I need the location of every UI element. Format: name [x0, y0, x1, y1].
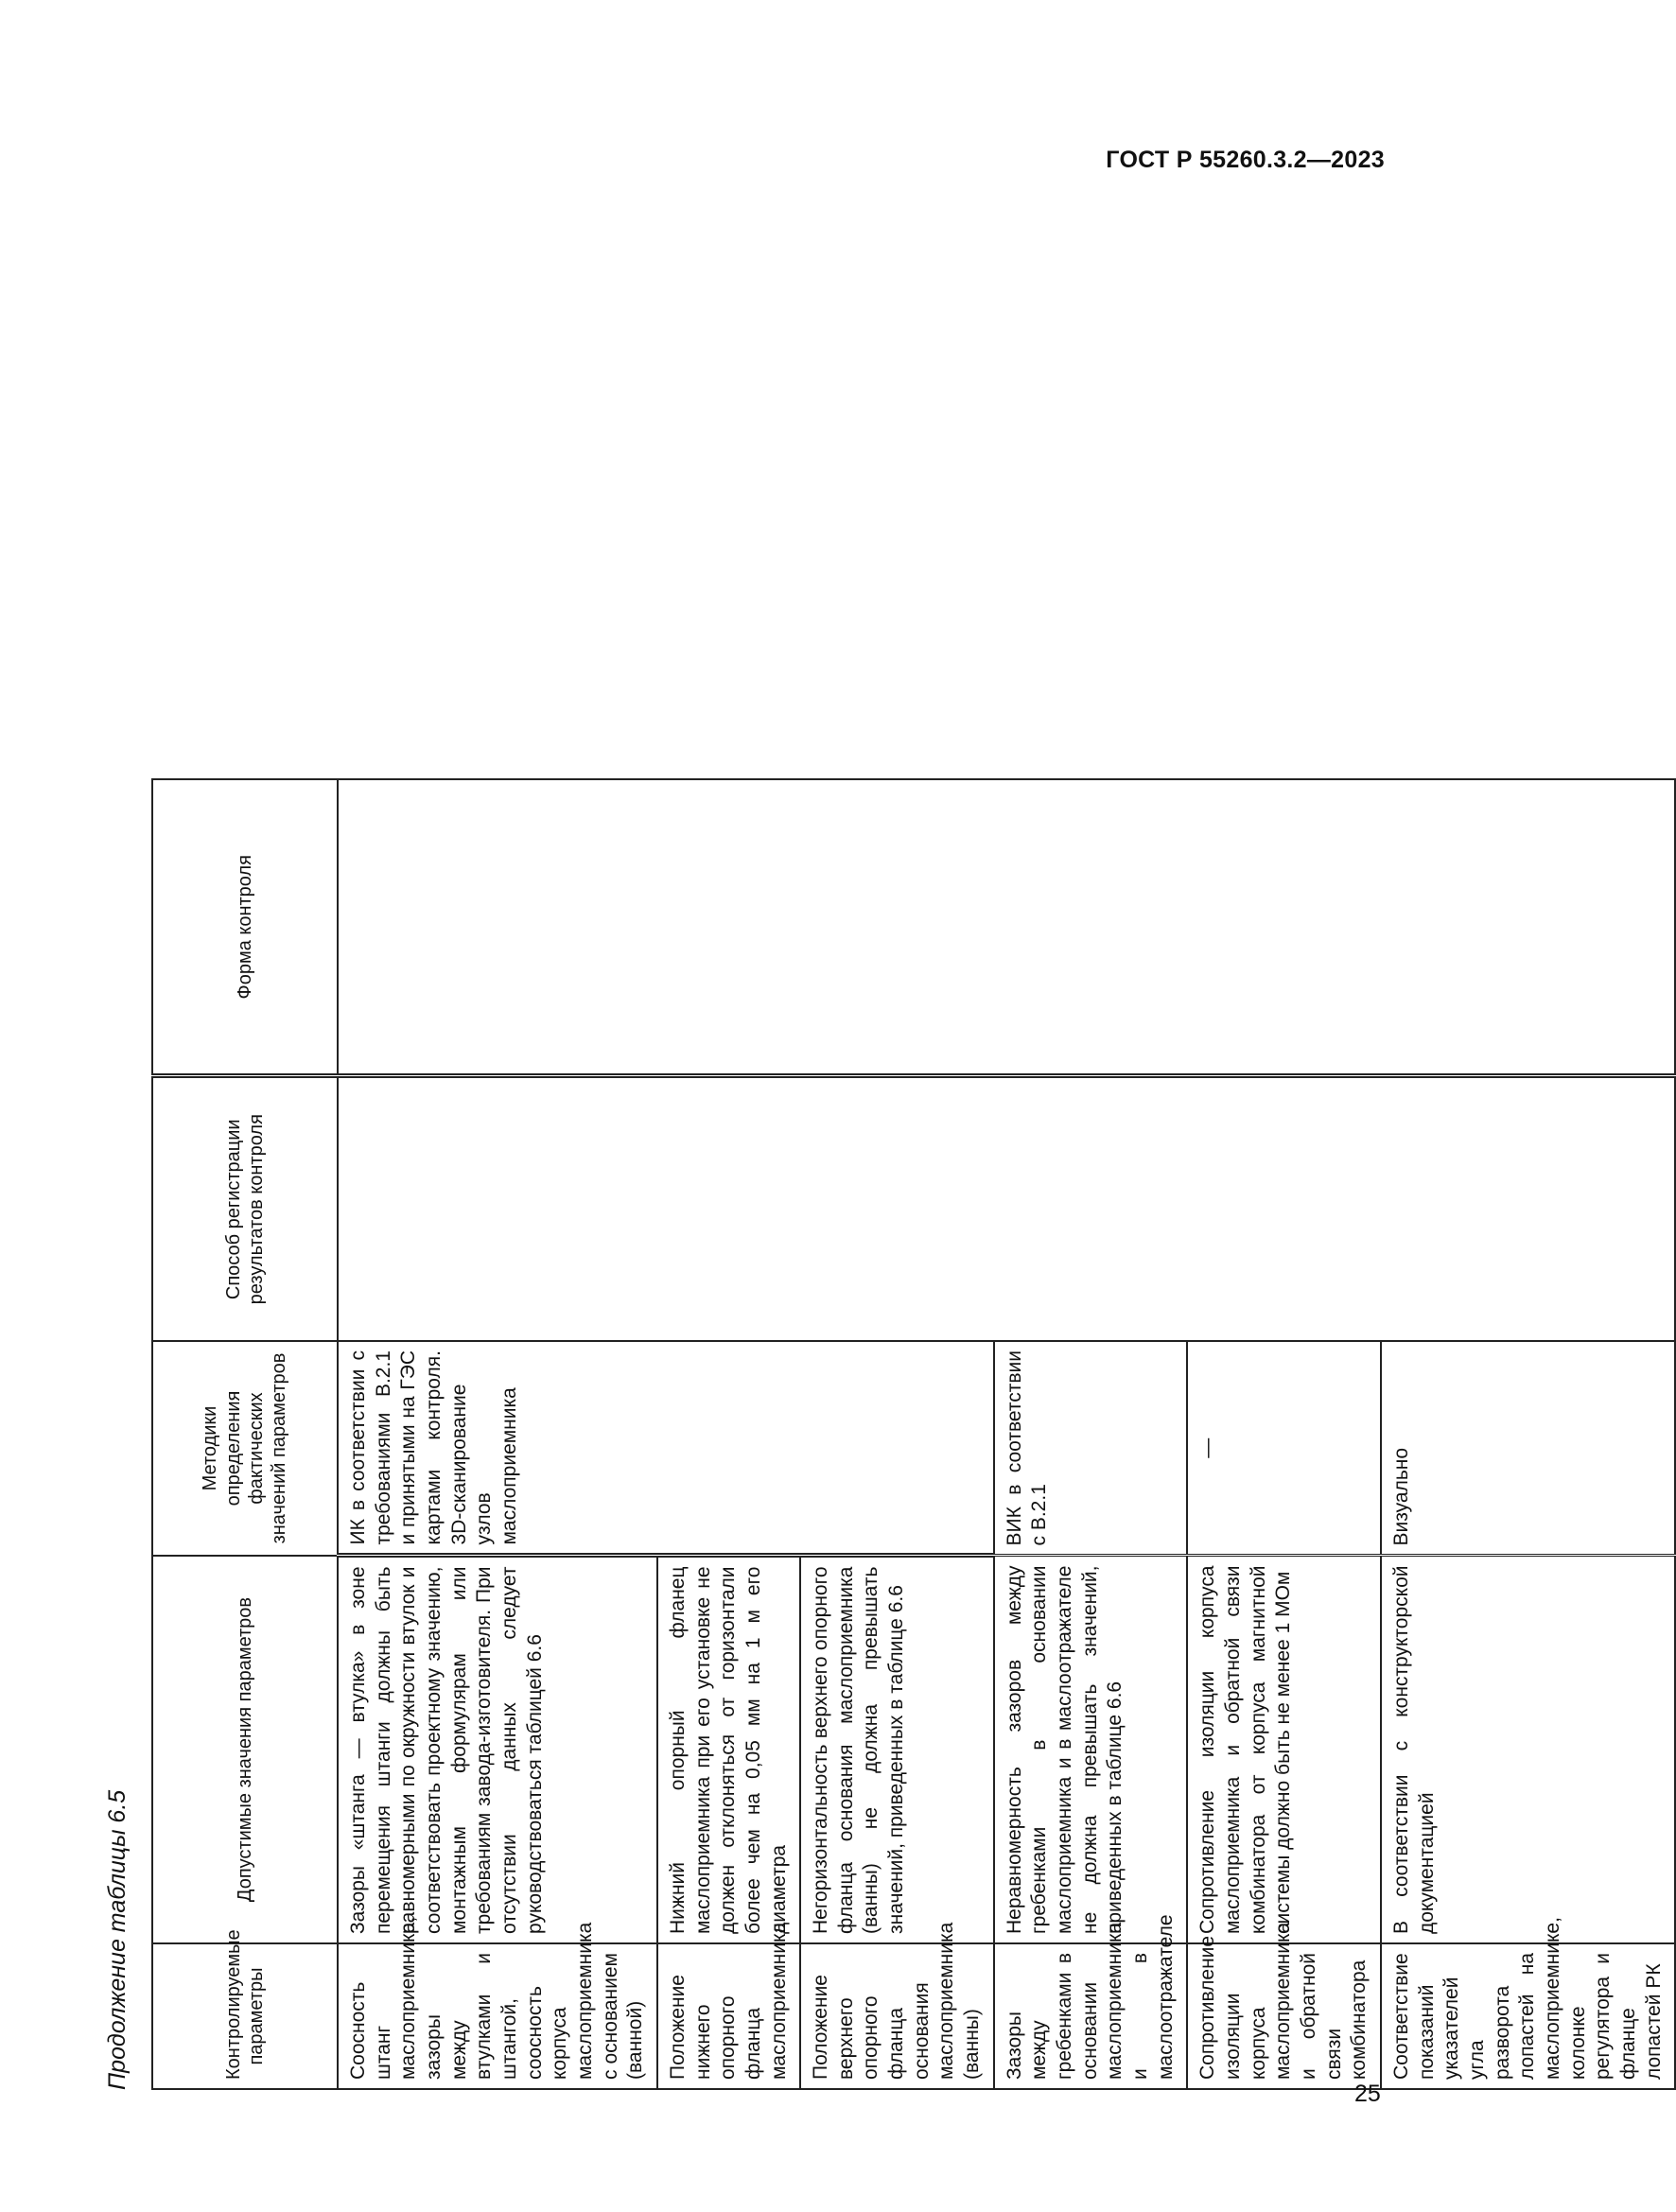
cell-allowed: Зазоры «штанга — втулка» в зоне перемещения штанги должны быть равномерными по окружности втулок и соответствовать проектному значению, монтажным формулярам или требованиям завода-изготовителя. При отсутствии данных следует руководствоваться таблицей 6.6: [338, 1556, 657, 1943]
cell-parameter: Сопротивление изоляции корпуса маслоприемника и обратной связи комбинатора: [1187, 1943, 1381, 2089]
cell-allowed: Нижний опорный фланец маслоприемника при его установке не должен отклоняться от горизонтали более чем на 0,05 мм на 1 м его диаметра: [657, 1556, 800, 1943]
parameters-table: [151, 778, 1676, 2090]
cell-parameter: Соответствие показаний указателей угла разворота лопастей на маслоприемнике, колонке регулятора и фланце лопастей РК: [1381, 1943, 1675, 2089]
cell-allowed: Сопротивление изоляции корпуса маслоприемника и обратной связи комбинатора от корпуса магнитной системы должно быть не менее 1 МОм: [1187, 1556, 1381, 1943]
table-caption: Продолжение таблицы 6.5: [104, 1789, 131, 2090]
cell-allowed: В соответствии с конструкторской документацией: [1381, 1556, 1675, 1943]
page-number: 25: [1354, 2081, 1381, 2107]
cell-parameter: Положение нижнего опорного фланца маслоприемника: [657, 1943, 800, 2089]
cell-method-merged: ИК в соответствии с требованиями В.2.1 и принятыми на ГЭС картами контроля. 3D-сканирование узлов маслоприемника: [338, 1341, 994, 1556]
cell-allowed: Неравномерность зазоров между гребенками в основании маслоприемника и в маслоотражателе не должна превышать значений, приведенных в таблице 6.6: [994, 1556, 1188, 1943]
cell-parameter: Положение верхнего опорного фланца основания маслоприемника (ванны): [800, 1943, 994, 2089]
standard-designation: ГОСТ Р 55260.3.2—2023: [1106, 147, 1385, 173]
cell-allowed: Негоризонтальность верхнего опорного фланца основания маслоприемника (ванны) не должна превышать значений, приведенных в таблице 6.6: [800, 1556, 994, 1943]
cell-registration: [338, 1076, 1675, 1341]
header-methods: Методики определения фактических значений параметров: [152, 1341, 338, 1556]
cell-parameter: Зазоры между гребенками в основании маслоприемника и в маслоотражателе: [994, 1943, 1188, 2089]
rotated-table-page: [104, 199, 1665, 2090]
table-row: [338, 779, 657, 2089]
header-registration: Способ регистрации результатов контроля: [152, 1076, 338, 1341]
cell-method: ВИК в соответствии с В.2.1: [994, 1341, 1188, 1556]
header-parameters: Контролируемые параметры: [152, 1943, 338, 2089]
cell-method: Визуально: [1381, 1341, 1675, 1556]
header-control-form: Форма контроля: [152, 779, 338, 1076]
cell-method: —: [1187, 1341, 1381, 1556]
header-allowed-values: Допустимые значения параметров: [152, 1556, 338, 1943]
cell-control-form: [338, 779, 1675, 1076]
cell-parameter: Соосность штанг маслоприемника, зазоры между втулками и штангой, соосность корпуса маслоприемника с основанием (ванной): [338, 1943, 657, 2089]
table-header-row: [152, 779, 338, 2089]
